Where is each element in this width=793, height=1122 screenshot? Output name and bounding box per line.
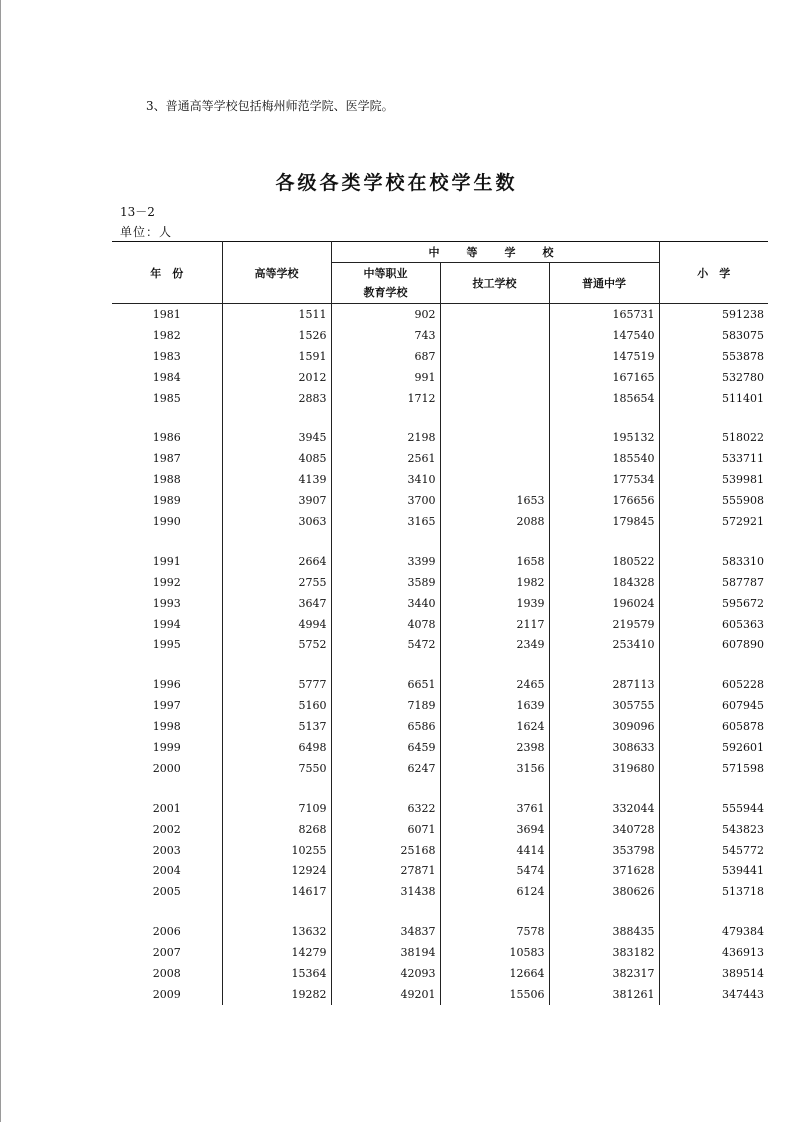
- cell-general-middle: 305755: [549, 695, 659, 716]
- table-row: [112, 674, 768, 695]
- spacer-cell: [222, 779, 331, 798]
- spacer-cell: [549, 532, 659, 551]
- cell-general-middle: 179845: [549, 511, 659, 532]
- cell-technical: [440, 388, 549, 409]
- cell-higher: 14617: [222, 881, 331, 902]
- spacer-cell: [112, 655, 222, 674]
- spacer-cell: [440, 779, 549, 798]
- spacer-cell: [549, 655, 659, 674]
- cell-higher: 2883: [222, 388, 331, 409]
- cell-higher: 5777: [222, 674, 331, 695]
- spacer-cell: [222, 532, 331, 551]
- cell-general-middle: 332044: [549, 798, 659, 819]
- cell-primary: 605228: [659, 674, 768, 695]
- spacer-cell: [659, 532, 768, 551]
- cell-primary: 572921: [659, 511, 768, 532]
- header-higher-education: 高等学校: [222, 242, 331, 304]
- cell-general-middle: 147519: [549, 346, 659, 367]
- cell-primary: 513718: [659, 881, 768, 902]
- header-year: 年 份: [112, 242, 222, 304]
- cell-higher: 5160: [222, 695, 331, 716]
- spacer-cell: [549, 408, 659, 427]
- cell-vocational: 3410: [331, 469, 440, 490]
- cell-higher: 5752: [222, 634, 331, 655]
- cell-general-middle: 196024: [549, 593, 659, 614]
- table-row: [112, 511, 768, 532]
- cell-technical: 12664: [440, 963, 549, 984]
- cell-technical: 7578: [440, 921, 549, 942]
- spacer-cell: [222, 408, 331, 427]
- cell-higher: 14279: [222, 942, 331, 963]
- cell-general-middle: 287113: [549, 674, 659, 695]
- cell-technical: 2088: [440, 511, 549, 532]
- cell-vocational: 38194: [331, 942, 440, 963]
- cell-general-middle: 185654: [549, 388, 659, 409]
- table-row: [112, 304, 768, 325]
- cell-primary: 539981: [659, 469, 768, 490]
- cell-vocational: 6586: [331, 716, 440, 737]
- cell-primary: 518022: [659, 427, 768, 448]
- cell-vocational: 1712: [331, 388, 440, 409]
- cell-vocational: 6459: [331, 737, 440, 758]
- cell-vocational: 743: [331, 325, 440, 346]
- cell-year: 2007: [112, 942, 222, 963]
- cell-technical: 15506: [440, 984, 549, 1005]
- spacer-cell: [659, 655, 768, 674]
- cell-general-middle: 380626: [549, 881, 659, 902]
- cell-primary: 555944: [659, 798, 768, 819]
- page-title: 各级各类学校在校学生数: [275, 172, 518, 194]
- spacer-cell: [222, 902, 331, 921]
- cell-vocational: 31438: [331, 881, 440, 902]
- cell-higher: 13632: [222, 921, 331, 942]
- cell-primary: 583310: [659, 551, 768, 572]
- cell-year: 2004: [112, 860, 222, 881]
- cell-year: 1984: [112, 367, 222, 388]
- cell-vocational: 3589: [331, 572, 440, 593]
- cell-general-middle: 353798: [549, 840, 659, 861]
- spacer-cell: [112, 902, 222, 921]
- cell-primary: 532780: [659, 367, 768, 388]
- spacer-cell: [112, 779, 222, 798]
- cell-technical: 1939: [440, 593, 549, 614]
- cell-technical: 1653: [440, 490, 549, 511]
- cell-primary: 595672: [659, 593, 768, 614]
- cell-technical: 3156: [440, 758, 549, 779]
- cell-primary: 436913: [659, 942, 768, 963]
- cell-general-middle: 309096: [549, 716, 659, 737]
- cell-general-middle: 177534: [549, 469, 659, 490]
- spacer-cell: [659, 408, 768, 427]
- cell-vocational: 6071: [331, 819, 440, 840]
- cell-technical: [440, 469, 549, 490]
- spacer-cell: [331, 902, 440, 921]
- table-row: [112, 614, 768, 635]
- table-row: [112, 448, 768, 469]
- table-row: [112, 490, 768, 511]
- cell-higher: 7109: [222, 798, 331, 819]
- cell-year: 2003: [112, 840, 222, 861]
- cell-higher: 1511: [222, 304, 331, 325]
- table-row: [112, 921, 768, 942]
- table-row: [112, 634, 768, 655]
- students-table: [112, 241, 768, 1005]
- cell-vocational: 49201: [331, 984, 440, 1005]
- cell-primary: 607945: [659, 695, 768, 716]
- cell-technical: 1639: [440, 695, 549, 716]
- cell-technical: 1982: [440, 572, 549, 593]
- cell-year: 1995: [112, 634, 222, 655]
- cell-year: 1994: [112, 614, 222, 635]
- cell-year: 1996: [112, 674, 222, 695]
- cell-technical: [440, 325, 549, 346]
- cell-technical: 5474: [440, 860, 549, 881]
- cell-general-middle: 253410: [549, 634, 659, 655]
- cell-primary: 592601: [659, 737, 768, 758]
- unit-label: 单位：人: [120, 225, 173, 239]
- spacer-cell: [331, 532, 440, 551]
- table-row: [112, 798, 768, 819]
- spacer-cell: [112, 408, 222, 427]
- cell-general-middle: 165731: [549, 304, 659, 325]
- cell-general-middle: 319680: [549, 758, 659, 779]
- cell-technical: 10583: [440, 942, 549, 963]
- header-secondary-schools: 中 等 学 校: [331, 242, 659, 263]
- cell-vocational: 991: [331, 367, 440, 388]
- cell-year: 1988: [112, 469, 222, 490]
- cell-higher: 4139: [222, 469, 331, 490]
- group-spacer: [112, 532, 768, 551]
- cell-vocational: 6322: [331, 798, 440, 819]
- spacer-cell: [659, 779, 768, 798]
- cell-general-middle: 219579: [549, 614, 659, 635]
- table-body: [112, 304, 768, 1005]
- cell-vocational: 3440: [331, 593, 440, 614]
- header-general-middle: 普通中学: [549, 263, 659, 304]
- cell-year: 1981: [112, 304, 222, 325]
- cell-technical: [440, 367, 549, 388]
- group-spacer: [112, 655, 768, 674]
- table-row: [112, 984, 768, 1005]
- cell-year: 1993: [112, 593, 222, 614]
- cell-vocational: 6651: [331, 674, 440, 695]
- cell-higher: 3647: [222, 593, 331, 614]
- cell-higher: 3945: [222, 427, 331, 448]
- spacer-cell: [549, 902, 659, 921]
- table-row: [112, 551, 768, 572]
- cell-year: 2006: [112, 921, 222, 942]
- spacer-cell: [440, 408, 549, 427]
- table-row: [112, 860, 768, 881]
- cell-primary: 511401: [659, 388, 768, 409]
- cell-year: 1983: [112, 346, 222, 367]
- table-row: [112, 840, 768, 861]
- cell-year: 2008: [112, 963, 222, 984]
- cell-general-middle: 371628: [549, 860, 659, 881]
- cell-year: 2005: [112, 881, 222, 902]
- cell-vocational: 25168: [331, 840, 440, 861]
- spacer-cell: [440, 532, 549, 551]
- cell-vocational: 4078: [331, 614, 440, 635]
- cell-technical: [440, 304, 549, 325]
- cell-year: 1985: [112, 388, 222, 409]
- cell-year: 2000: [112, 758, 222, 779]
- cell-year: 1990: [112, 511, 222, 532]
- cell-year: 1997: [112, 695, 222, 716]
- cell-general-middle: 176656: [549, 490, 659, 511]
- cell-primary: 543823: [659, 819, 768, 840]
- cell-general-middle: 382317: [549, 963, 659, 984]
- cell-vocational: 3700: [331, 490, 440, 511]
- cell-general-middle: 180522: [549, 551, 659, 572]
- footnote: 3、普通高等学校包括梅州师范学院、医学院。: [146, 99, 394, 113]
- cell-general-middle: 184328: [549, 572, 659, 593]
- cell-technical: 1624: [440, 716, 549, 737]
- cell-year: 1982: [112, 325, 222, 346]
- table-row: [112, 367, 768, 388]
- cell-vocational: 7189: [331, 695, 440, 716]
- cell-general-middle: 167165: [549, 367, 659, 388]
- cell-higher: 5137: [222, 716, 331, 737]
- cell-vocational: 2561: [331, 448, 440, 469]
- cell-general-middle: 147540: [549, 325, 659, 346]
- cell-year: 2001: [112, 798, 222, 819]
- cell-year: 1992: [112, 572, 222, 593]
- spacer-cell: [549, 779, 659, 798]
- cell-vocational: 687: [331, 346, 440, 367]
- cell-technical: 1658: [440, 551, 549, 572]
- group-spacer: [112, 779, 768, 798]
- table-row: [112, 346, 768, 367]
- spacer-cell: [331, 779, 440, 798]
- spacer-cell: [331, 408, 440, 427]
- cell-higher: 15364: [222, 963, 331, 984]
- cell-year: 1987: [112, 448, 222, 469]
- cell-primary: 389514: [659, 963, 768, 984]
- cell-technical: 3694: [440, 819, 549, 840]
- spacer-cell: [659, 902, 768, 921]
- cell-technical: 4414: [440, 840, 549, 861]
- cell-higher: 19282: [222, 984, 331, 1005]
- cell-technical: [440, 346, 549, 367]
- cell-primary: 479384: [659, 921, 768, 942]
- table-row: [112, 716, 768, 737]
- cell-primary: 587787: [659, 572, 768, 593]
- header-vocational: [331, 263, 440, 304]
- table-row: [112, 695, 768, 716]
- cell-higher: 3907: [222, 490, 331, 511]
- table-row: [112, 737, 768, 758]
- table-row: [112, 963, 768, 984]
- table-row: [112, 469, 768, 490]
- cell-higher: 4994: [222, 614, 331, 635]
- cell-higher: 10255: [222, 840, 331, 861]
- table-row: [112, 572, 768, 593]
- cell-primary: 605363: [659, 614, 768, 635]
- cell-primary: 571598: [659, 758, 768, 779]
- cell-general-middle: 388435: [549, 921, 659, 942]
- cell-primary: 591238: [659, 304, 768, 325]
- table-row: [112, 593, 768, 614]
- cell-higher: 2664: [222, 551, 331, 572]
- cell-primary: 533711: [659, 448, 768, 469]
- table-row: [112, 758, 768, 779]
- cell-vocational: 34837: [331, 921, 440, 942]
- cell-general-middle: 340728: [549, 819, 659, 840]
- cell-technical: [440, 448, 549, 469]
- cell-year: 2009: [112, 984, 222, 1005]
- cell-higher: 4085: [222, 448, 331, 469]
- cell-higher: 1591: [222, 346, 331, 367]
- cell-primary: 555908: [659, 490, 768, 511]
- cell-primary: 583075: [659, 325, 768, 346]
- cell-vocational: 27871: [331, 860, 440, 881]
- cell-technical: 2465: [440, 674, 549, 695]
- cell-technical: 2349: [440, 634, 549, 655]
- cell-higher: 7550: [222, 758, 331, 779]
- table-row: [112, 819, 768, 840]
- cell-higher: 1526: [222, 325, 331, 346]
- cell-general-middle: 383182: [549, 942, 659, 963]
- cell-higher: 12924: [222, 860, 331, 881]
- group-spacer: [112, 408, 768, 427]
- cell-year: 2002: [112, 819, 222, 840]
- cell-vocational: 3399: [331, 551, 440, 572]
- cell-technical: 3761: [440, 798, 549, 819]
- header-primary: 小 学: [659, 242, 768, 304]
- cell-year: 1999: [112, 737, 222, 758]
- cell-year: 1986: [112, 427, 222, 448]
- cell-primary: 553878: [659, 346, 768, 367]
- cell-vocational: 902: [331, 304, 440, 325]
- table-row: [112, 427, 768, 448]
- cell-higher: 2012: [222, 367, 331, 388]
- cell-higher: 6498: [222, 737, 331, 758]
- cell-higher: 3063: [222, 511, 331, 532]
- cell-technical: 6124: [440, 881, 549, 902]
- spacer-cell: [222, 655, 331, 674]
- cell-vocational: 6247: [331, 758, 440, 779]
- cell-primary: 605878: [659, 716, 768, 737]
- cell-year: 1989: [112, 490, 222, 511]
- spacer-cell: [440, 655, 549, 674]
- header-vocational-line1: 中等职业: [363, 267, 408, 280]
- cell-general-middle: 185540: [549, 448, 659, 469]
- cell-vocational: 5472: [331, 634, 440, 655]
- cell-primary: 545772: [659, 840, 768, 861]
- cell-higher: 8268: [222, 819, 331, 840]
- table-row: [112, 325, 768, 346]
- cell-vocational: 3165: [331, 511, 440, 532]
- table-row: [112, 388, 768, 409]
- cell-higher: 2755: [222, 572, 331, 593]
- table-row: [112, 881, 768, 902]
- cell-technical: 2117: [440, 614, 549, 635]
- cell-vocational: 42093: [331, 963, 440, 984]
- header-vocational-line2: 教育学校: [363, 286, 408, 299]
- cell-technical: 2398: [440, 737, 549, 758]
- cell-general-middle: 308633: [549, 737, 659, 758]
- header-technical: 技工学校: [440, 263, 549, 304]
- cell-vocational: 2198: [331, 427, 440, 448]
- cell-primary: 607890: [659, 634, 768, 655]
- spacer-cell: [440, 902, 549, 921]
- cell-technical: [440, 427, 549, 448]
- table-code: 13－2: [120, 205, 155, 219]
- spacer-cell: [112, 532, 222, 551]
- cell-primary: 347443: [659, 984, 768, 1005]
- cell-general-middle: 195132: [549, 427, 659, 448]
- cell-general-middle: 381261: [549, 984, 659, 1005]
- spacer-cell: [331, 655, 440, 674]
- cell-primary: 539441: [659, 860, 768, 881]
- group-spacer: [112, 902, 768, 921]
- table-row: [112, 942, 768, 963]
- cell-year: 1998: [112, 716, 222, 737]
- cell-year: 1991: [112, 551, 222, 572]
